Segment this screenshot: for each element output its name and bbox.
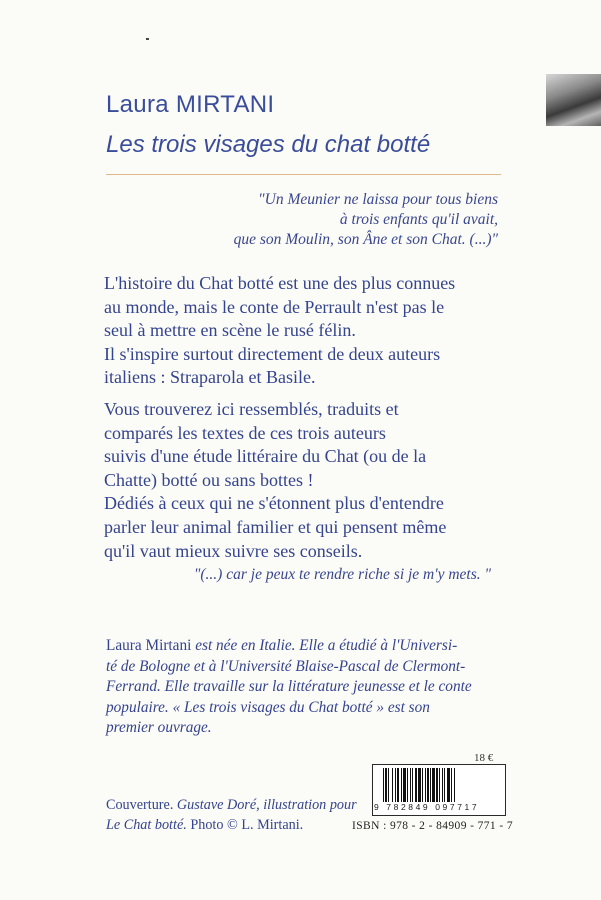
barcode-bar (383, 768, 384, 802)
price-label: 18 € (474, 752, 494, 764)
credits-text: Gustave Doré, illustration pour (173, 797, 357, 813)
closing-quote: "(...) car je peux te rendre riche si je m'y mets. " (193, 566, 491, 583)
epigraph-line: à trois enfants qu'il avait, (339, 211, 498, 228)
barcode-bar (427, 768, 429, 802)
barcode-bar (451, 768, 452, 802)
author-name: Laura MIRTANI (106, 91, 275, 118)
paragraph-line: L'histoire du Chat botté est une des plus connues (104, 273, 456, 293)
credits-text: Photo © L. Mirtani. (186, 816, 304, 833)
barcode-bar (407, 768, 408, 802)
epigraph-line: "Un Meunier ne laissa pour tous biens (258, 191, 498, 208)
barcode-bar (412, 768, 413, 802)
summary-paragraph-1 (104, 272, 524, 390)
barcode-bars (383, 768, 501, 802)
credits-work-title: Le Chat botté. (106, 816, 187, 833)
epigraph (118, 190, 498, 250)
isbn-label: ISBN : 978 - 2 - 84909 - 771 - 7 (352, 820, 514, 832)
barcode-bar (385, 768, 387, 802)
paragraph-line: Chatte) botté ou sans bottes ! (104, 469, 314, 490)
barcode-bar (442, 768, 443, 802)
epigraph-line: que son Moulin, son Âne et son Chat. (...)" (233, 231, 498, 248)
paragraph-line: parler leur animal familier et qui pensent même (104, 516, 447, 537)
barcode-bar (401, 768, 402, 802)
paragraph-line: au monde, mais le conte de Perrault n'est pas le (104, 296, 445, 317)
cover-credits (106, 796, 356, 835)
bio-text: premier ouvrage. (106, 719, 212, 736)
paragraph-line: suivis d'une étude littéraire du Chat (ou de la (104, 446, 427, 467)
credits-label: Couverture. (106, 797, 174, 813)
barcode-digits: 9 782849 097717 (374, 802, 480, 812)
paragraph-line: comparés les textes de ces trois auteurs (104, 422, 386, 443)
bio-author-name: Laura Mirtani (106, 637, 192, 654)
book-title: Les trois visages du chat botté (106, 131, 431, 158)
barcode-bar (439, 768, 440, 802)
barcode-bar (425, 768, 426, 802)
paragraph-line: Vous trouverez ici ressemblés, traduits et (104, 399, 399, 419)
bio-text: populaire. « Les trois visages du Chat botté » est son (106, 698, 430, 716)
title-divider (106, 174, 501, 175)
barcode-bar (403, 768, 406, 802)
barcode-bar (388, 768, 389, 802)
summary-paragraph-2 (104, 398, 524, 563)
barcode-bar (436, 768, 438, 802)
paragraph-line: seul à mettre en scène le rusé félin. (104, 320, 356, 341)
cover-photo-thumbnail (546, 74, 601, 126)
paragraph-line: italiens : Straparola et Basile. (104, 367, 316, 388)
barcode-bar (410, 768, 411, 802)
print-speck (146, 38, 149, 40)
paragraph-line: qu'il vaut mieux suivre ses conseils. (104, 540, 363, 561)
barcode-bar (447, 768, 450, 802)
barcode-bar (418, 768, 421, 802)
paragraph-line: Il s'inspire surtout directement de deux auteurs (104, 343, 441, 364)
barcode-bar (444, 768, 445, 802)
barcode-bar (397, 768, 399, 802)
bio-text: Ferrand. Elle travaille sur la littérature jeunesse et le conte (106, 678, 472, 695)
paragraph-line: Dédiés à ceux qui ne s'étonnent plus d'entendre (104, 493, 444, 514)
barcode-bar (432, 768, 435, 802)
barcode-bar (422, 768, 423, 802)
barcode-bar (415, 768, 417, 802)
bio-text: té de Bologne et à l'Université Blaise-Pascal de Clermont- (106, 657, 466, 675)
barcode (372, 764, 506, 816)
author-bio (106, 636, 506, 739)
barcode-bar (392, 768, 393, 802)
barcode-bar (454, 768, 455, 802)
barcode-bar (395, 768, 396, 802)
barcode-bar (430, 768, 431, 802)
bio-text: est née en Italie. Elle a étudié à l'Universi- (191, 637, 458, 654)
